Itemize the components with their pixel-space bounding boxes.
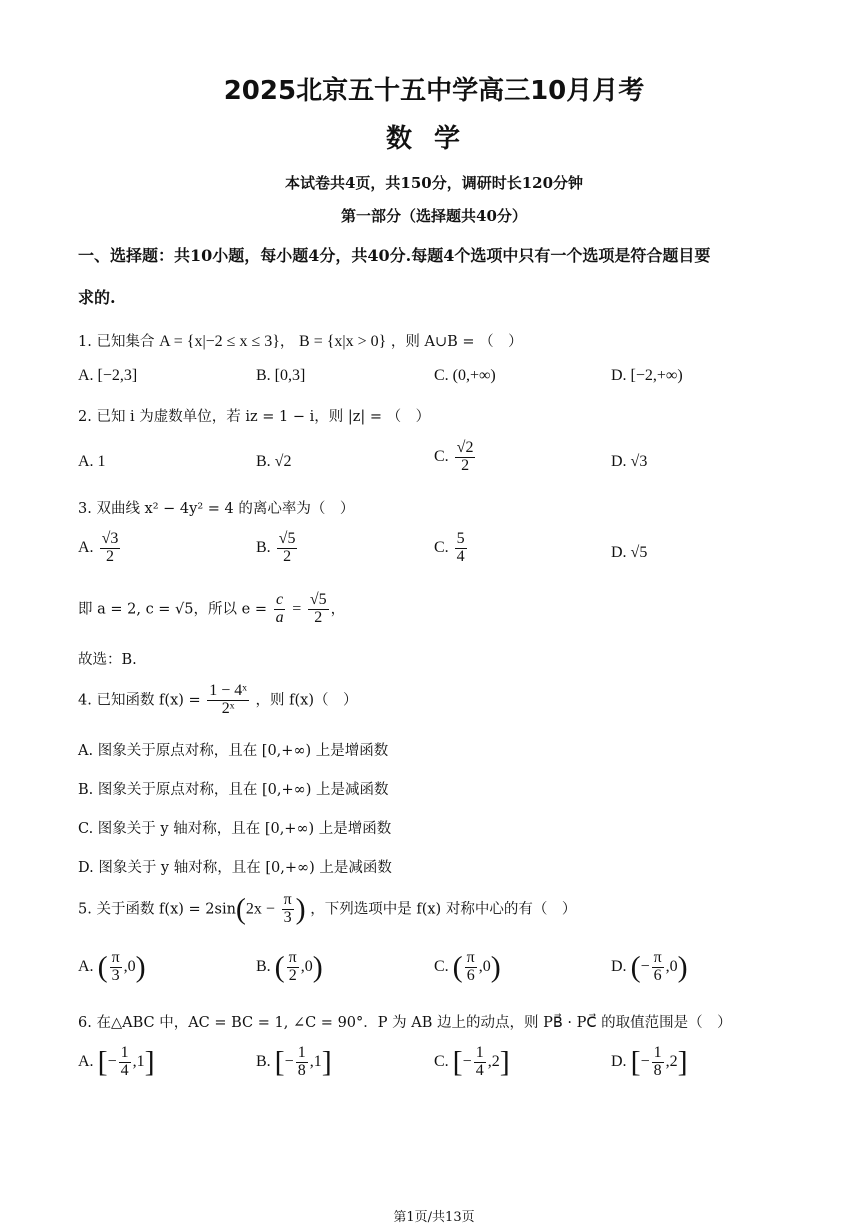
q5-option-a: A. ( $\frac{\pi}{3}$ ,0) — [78, 949, 146, 984]
q5-option-b-num: π — [288, 949, 297, 966]
section-instructions-line1: 一、选择题：共10小题，每小题4分，共40分.每题4个选项中只有一个选项是符合题目要 — [78, 246, 711, 265]
q5-option-c-tail: ,0 — [478, 957, 491, 975]
q5-option-b: B. ( $\frac{\pi}{2}$ ,0) — [256, 949, 323, 984]
q3-option-c-den: 4 — [456, 547, 465, 565]
q5-inner-den: 3 — [283, 908, 292, 926]
subject-title: 数学 — [385, 124, 482, 154]
q6-option-c-tail: ,2 — [487, 1052, 500, 1070]
q2-option-b: B. √2 — [256, 453, 292, 470]
q1-set-a: A = {x|−2 ≤ x ≤ 3} — [159, 333, 280, 350]
q6-option-a-den: 4 — [120, 1061, 129, 1079]
question-5: 5. 关于函数 f(x) = 2sin(2x − $\frac{\pi}{3}$ ) ，下列选项中是 f(x) 对称中心的有（ ） — [78, 891, 577, 926]
q6-option-d-label: D. — [611, 1052, 627, 1070]
q3-sol-num1: c — [276, 591, 284, 608]
q5-option-b-tail: ,0 — [300, 957, 313, 975]
exam-info: 本试卷共4页，共150分，调研时长120分钟 — [284, 174, 584, 192]
q3-option-b-num: √5 — [278, 530, 296, 547]
q5-option-b-label: B. — [256, 957, 271, 975]
q2-option-c — [434, 440, 477, 475]
q6-option-c: C. [− $\frac{1}{4}$ ,2] — [434, 1044, 510, 1079]
q2-option-c-label: C. — [434, 447, 449, 465]
q4-suffix: ，则 f(x)（ ） — [255, 692, 358, 709]
q3-solution-line1 — [78, 592, 345, 627]
q6-option-c-den: 4 — [475, 1061, 484, 1079]
q5-option-a-den: 3 — [111, 966, 120, 984]
section-instructions-line2: 求的. — [78, 288, 116, 307]
q4-option-b: B. 图象关于原点对称，且在 [0,+∞) 上是减函数 — [78, 782, 389, 798]
q3-sol-den2: 2 — [314, 608, 323, 626]
q4-num: 1 − 4ˣ — [209, 682, 247, 699]
q3-option-b-label: B. — [256, 538, 271, 556]
q2-option-c-den: 2 — [461, 456, 470, 474]
q3-sol-num2: √5 — [309, 591, 327, 608]
q5-inner-num: π — [283, 891, 292, 908]
q3-option-d: D. √5 — [611, 544, 648, 561]
q3-solution-line2: 故选：B. — [78, 652, 137, 668]
question-2: 2. 已知 i 为虚数单位，若 iz = 1 − i，则 |z| = （ ） — [78, 409, 431, 425]
q4-option-d: D. 图象关于 y 轴对称，且在 [0,+∞) 上是减函数 — [78, 860, 392, 876]
q5-prefix: 5. 关于函数 f(x) = 2sin — [78, 901, 236, 918]
q6-option-a-tail: ,1 — [132, 1052, 145, 1070]
q5-option-a-tail: ,0 — [123, 957, 136, 975]
q1-comma: ， — [279, 334, 295, 350]
q3-option-a-label: A. — [78, 538, 94, 556]
q3-sol-eq: = — [292, 600, 302, 618]
q6-option-d: D. [− $\frac{1}{8}$ ,2] — [611, 1044, 688, 1079]
q5-option-d-num: π — [653, 949, 662, 966]
q3-option-a-den: 2 — [105, 547, 114, 565]
q6-option-b-den: 8 — [297, 1061, 306, 1079]
q1-option-d: D. [−2,+∞) — [611, 367, 683, 384]
q5-option-d-den: 6 — [653, 966, 662, 984]
q5-option-d-label: D. — [611, 957, 627, 975]
q6-option-d-num: 1 — [653, 1044, 662, 1061]
q3-option-a — [78, 531, 122, 566]
q3-option-b-den: 2 — [283, 547, 292, 565]
q5-option-d-tail: ,0 — [665, 957, 678, 975]
q5-option-c: C. ( $\frac{\pi}{6}$ ,0) — [434, 949, 501, 984]
q3-option-c-num: 5 — [456, 530, 465, 547]
q5-option-a-label: A. — [78, 957, 94, 975]
exam-title: 2025北京五十五中学高三10月月考 — [223, 76, 645, 106]
q6-option-c-num: 1 — [475, 1044, 484, 1061]
q2-option-d: D. √3 — [611, 453, 648, 470]
q3-option-c — [434, 531, 469, 566]
question-4 — [78, 683, 358, 718]
q1-suffix: ，则 A∪B = （ ） — [390, 334, 523, 350]
q4-prefix: 4. 已知函数 f(x) = — [78, 692, 201, 709]
q4-option-c: C. 图象关于 y 轴对称，且在 [0,+∞) 上是增函数 — [78, 821, 392, 837]
q2-option-a: A. 1 — [78, 453, 106, 470]
q6-option-a-num: 1 — [120, 1044, 129, 1061]
q3-option-c-label: C. — [434, 538, 449, 556]
q6-option-a: A. [− $\frac{1}{4}$ ,1] — [78, 1044, 155, 1079]
q6-option-c-label: C. — [434, 1052, 449, 1070]
q6-option-b-label: B. — [256, 1052, 271, 1070]
q5-option-c-num: π — [466, 949, 475, 966]
q1-option-c: C. (0,+∞) — [434, 367, 496, 384]
page-number: 第1页/共13页 — [393, 1210, 475, 1225]
q2-option-c-num: √2 — [456, 439, 474, 456]
q6-option-b: B. [− $\frac{1}{8}$ ,1] — [256, 1044, 332, 1079]
q6-option-a-label: A. — [78, 1052, 94, 1070]
q4-option-a: A. 图象关于原点对称，且在 [0,+∞) 上是增函数 — [78, 743, 389, 759]
question-6: 6. 在△ABC 中，AC = BC = 1, ∠C = 90°．P 为 AB 边上的动点，则 PB⃗ · PC⃗ 的取值范围是（ ） — [78, 1015, 732, 1031]
q6-option-b-num: 1 — [297, 1044, 306, 1061]
q1-option-a: A. [−2,3] — [78, 367, 138, 384]
q5-option-a-num: π — [111, 949, 120, 966]
q6-option-d-tail: ,2 — [665, 1052, 678, 1070]
q3-sol-suffix: ， — [330, 601, 346, 618]
q3-option-a-num: √3 — [101, 530, 119, 547]
q5-option-c-den: 6 — [466, 966, 475, 984]
q3-sol-prefix: 即 a = 2, c = √5，所以 e = — [78, 601, 267, 618]
q3-sol-den1: a — [275, 608, 284, 626]
q5-option-c-label: C. — [434, 957, 449, 975]
q6-option-d-den: 8 — [653, 1061, 662, 1079]
q5-inner-pre: 2x − — [245, 900, 275, 918]
question-1 — [78, 330, 523, 351]
q4-den: 2ˣ — [221, 699, 235, 717]
q1-set-b: B = {x|x > 0} — [299, 333, 387, 350]
question-3: 3. 双曲线 x² − 4y² = 4 的离心率为（ ） — [78, 501, 355, 517]
q1-prefix: 1. 已知集合 — [78, 334, 155, 350]
q5-option-b-den: 2 — [288, 966, 297, 984]
part-heading: 第一部分（选择题共40分） — [341, 207, 527, 225]
q3-option-b — [256, 531, 299, 566]
q6-option-b-tail: ,1 — [309, 1052, 322, 1070]
q5-suffix: ，下列选项中是 f(x) 对称中心的有（ ） — [310, 901, 577, 918]
q5-option-d: D. (− $\frac{\pi}{6}$ ,0) — [611, 949, 688, 984]
q1-option-b: B. [0,3] — [256, 367, 306, 384]
